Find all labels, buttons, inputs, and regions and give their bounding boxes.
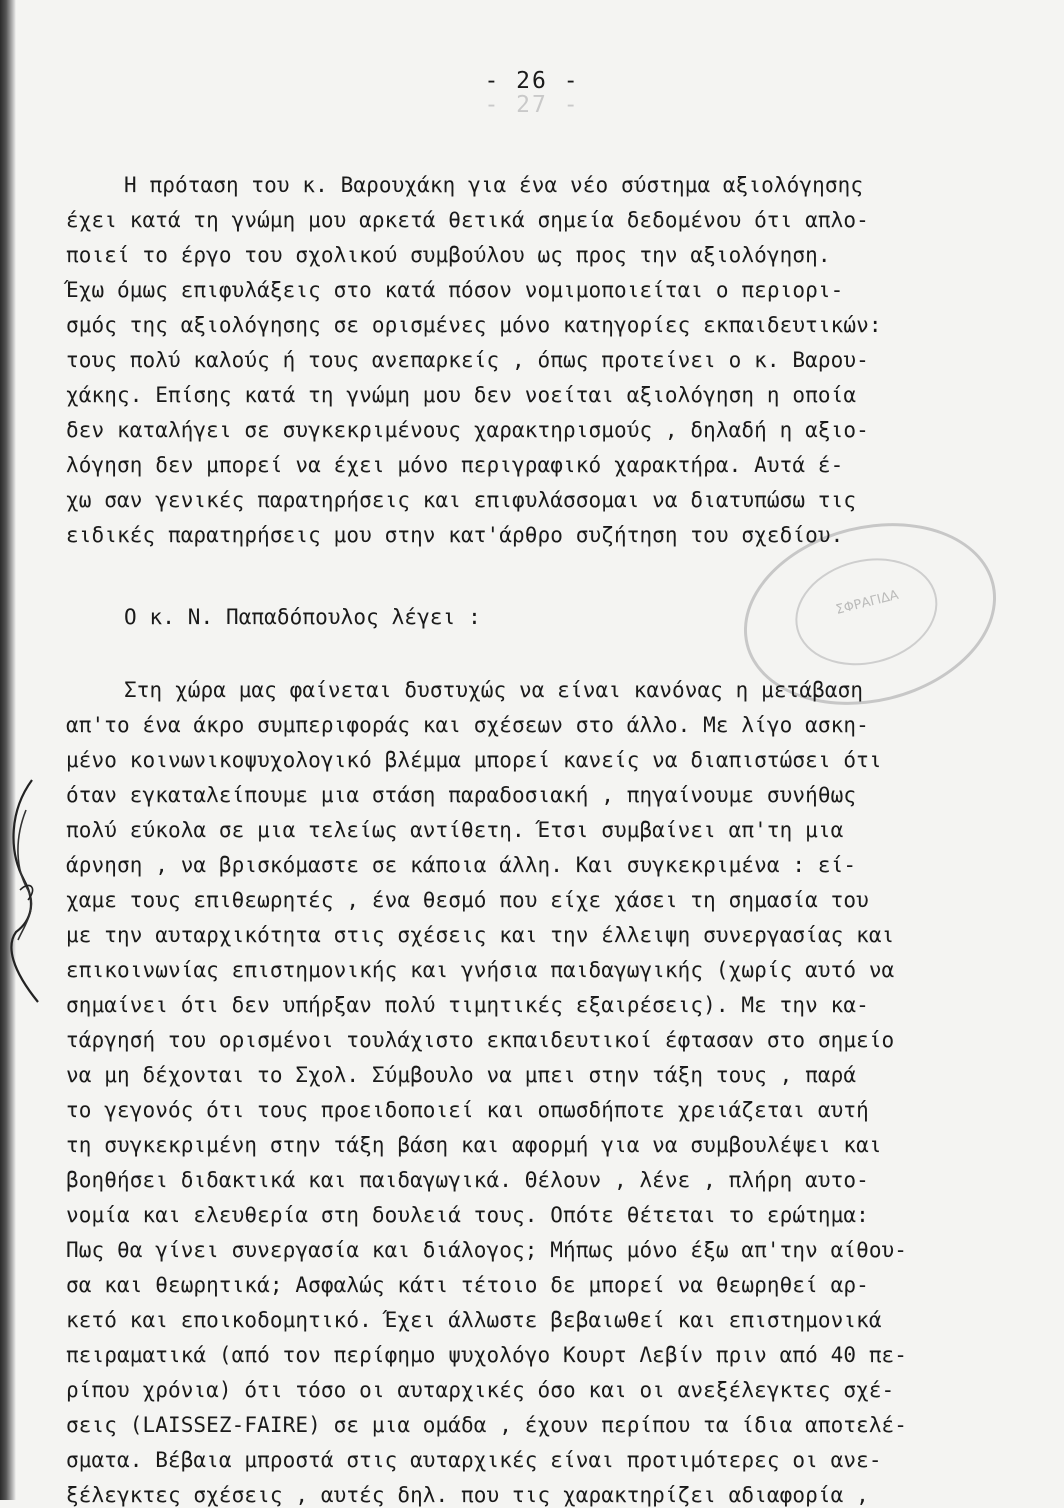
text-line: με την αυταρχικότητα στις σχέσεις και την έλλειψη συνεργασίας και	[66, 923, 895, 947]
text-line: Πως θα γίνει συνεργασία και διάλογος; Μήπως μόνο έξω απ'την αίθου-	[66, 1238, 908, 1262]
page-number: - 26 -	[484, 68, 580, 94]
stamp-label: ΣΦΡΑΓΙΔΑ	[834, 587, 901, 618]
text-line: τους πολύ καλούς ή τους ανεπαρκείς , όπως προτείνει ο κ. Βαρου-	[66, 348, 869, 372]
text-line: απ'το ένα άκρο συμπεριφοράς και σχέσεων στο άλλο. Με λίγο ασκη-	[66, 713, 869, 737]
bleed-through-page-number: - 27 -	[484, 92, 580, 118]
text-line: σημαίνει ότι δεν υπήρξαν πολύ τιμητικές εξαιρέσεις). Με την κα-	[66, 993, 869, 1017]
text-line: ποιεί το έργο του σχολικού συμβούλου ως προς την αξιολόγηση.	[66, 243, 831, 267]
text-line: βοηθήσει διδακτικά και παιδαγωγικά. Θέλουν , λένε , πλήρη αυτο-	[66, 1168, 869, 1192]
text-line: δεν καταλήγει σε συγκεκριμένους χαρακτηρισμούς , δηλαδή η αξιο-	[66, 418, 869, 442]
text-line: κετό και εποικοδομητικό. Έχει άλλωστε βεβαιωθεί και επιστημονικά	[66, 1308, 882, 1332]
text-line: άρνηση , να βρισκόμαστε σε κάποια άλλη. Και συγκεκριμένα : εί-	[66, 853, 857, 877]
handwritten-margin-bracket-icon	[2, 770, 52, 1010]
text-line: Έχω όμως επιφυλάξεις στο κατά πόσον νομιμοποιείται ο περιορι-	[66, 278, 844, 302]
text-line: πειραματικά (από τον περίφημο ψυχολόγο Κουρτ Λεβίν πριν από 40 πε-	[66, 1343, 908, 1367]
text-line: χω σαν γενικές παρατηρήσεις και επιφυλάσσομαι να διατυπώσω τις	[66, 488, 857, 512]
text-line: πολύ εύκολα σε μια τελείως αντίθετη. Έτσι συμβαίνει απ'τη μια	[66, 818, 844, 842]
text-line: να μη δέχονται το Σχολ. Σύμβουλο να μπει στην τάξη τους , παρά	[66, 1063, 857, 1087]
text-line: σμός της αξιολόγησης σε ορισμένες μόνο κατηγορίες εκπαιδευτικών:	[66, 313, 882, 337]
text-line: επικοινωνίας επιστημονικής και γνήσια παιδαγωγικής (χωρίς αυτό να	[66, 958, 895, 982]
text-line: τάργησή του ορισμένοι τουλάχιστο εκπαιδευτικοί έφτασαν στο σημείο	[66, 1028, 895, 1052]
text-line: μένο κοινωνικοψυχολογικό βλέμμα μπορεί κανείς να διαπιστώσει ότι	[66, 748, 882, 772]
text-line: όταν εγκαταλείπουμε μια στάση παραδοσιακή , πηγαίνουμε συνήθως	[66, 783, 857, 807]
text-line: χαμε τους επιθεωρητές , ένα θεσμό που είχε χάσει τη σημασία του	[66, 888, 869, 912]
text-line: λόγηση δεν μπορεί να έχει μόνο περιγραφικό χαρακτήρα. Αυτά έ-	[66, 453, 844, 477]
text-line: ξέλεγκτες σχέσεις , αυτές δηλ. που τις χαρακτηρίζει αδιαφορία ,	[66, 1483, 869, 1507]
text-line: ειδικές παρατηρήσεις μου στην κατ'άρθρο συζήτηση του σχεδίου.	[66, 523, 844, 547]
text-line: σεις (LAISSEZ-FAIRE) σε μια ομάδα , έχουν περίπου τα ίδια αποτελέ-	[66, 1413, 908, 1437]
text-line: νομία και ελευθερία στη δουλειά τους. Οπότε θέτεται το ερώτημα:	[66, 1203, 869, 1227]
speaker-heading: Ο κ. Ν. Παπαδόπουλος λέγει :	[124, 605, 481, 629]
text-line: Η πρόταση του κ. Βαρουχάκη για ένα νέο σύστημα αξιολόγησης	[124, 173, 864, 197]
text-line: Στη χώρα μας φαίνεται δυστυχώς να είναι κανόνας η μετάβαση	[124, 678, 864, 702]
text-line: τη συγκεκριμένη στην τάξη βάση και αφορμή για να συμβουλέψει και	[66, 1133, 882, 1157]
text-line: χάκης. Επίσης κατά τη γνώμη μου δεν νοείται αξιολόγηση η οποία	[66, 383, 857, 407]
text-line: σα και θεωρητικά; Ασφαλώς κάτι τέτοιο δε μπορεί να θεωρηθεί αρ-	[66, 1273, 869, 1297]
text-line: το γεγονός ότι τους προειδοποιεί και οπωσδήποτε χρειάζεται αυτή	[66, 1098, 869, 1122]
text-line: ρίπου χρόνια) ότι τόσο οι αυταρχικές όσο και οι ανεξέλεγκτες σχέ-	[66, 1378, 895, 1402]
text-line: έχει κατά τη γνώμη μου αρκετά θετικά σημεία δεδομένου ότι απλο-	[66, 208, 869, 232]
text-line: σματα. Βέβαια μπροστά στις αυταρχικές είναι προτιμότερες οι ανε-	[66, 1448, 882, 1472]
scan-page-edge	[0, 0, 16, 1500]
